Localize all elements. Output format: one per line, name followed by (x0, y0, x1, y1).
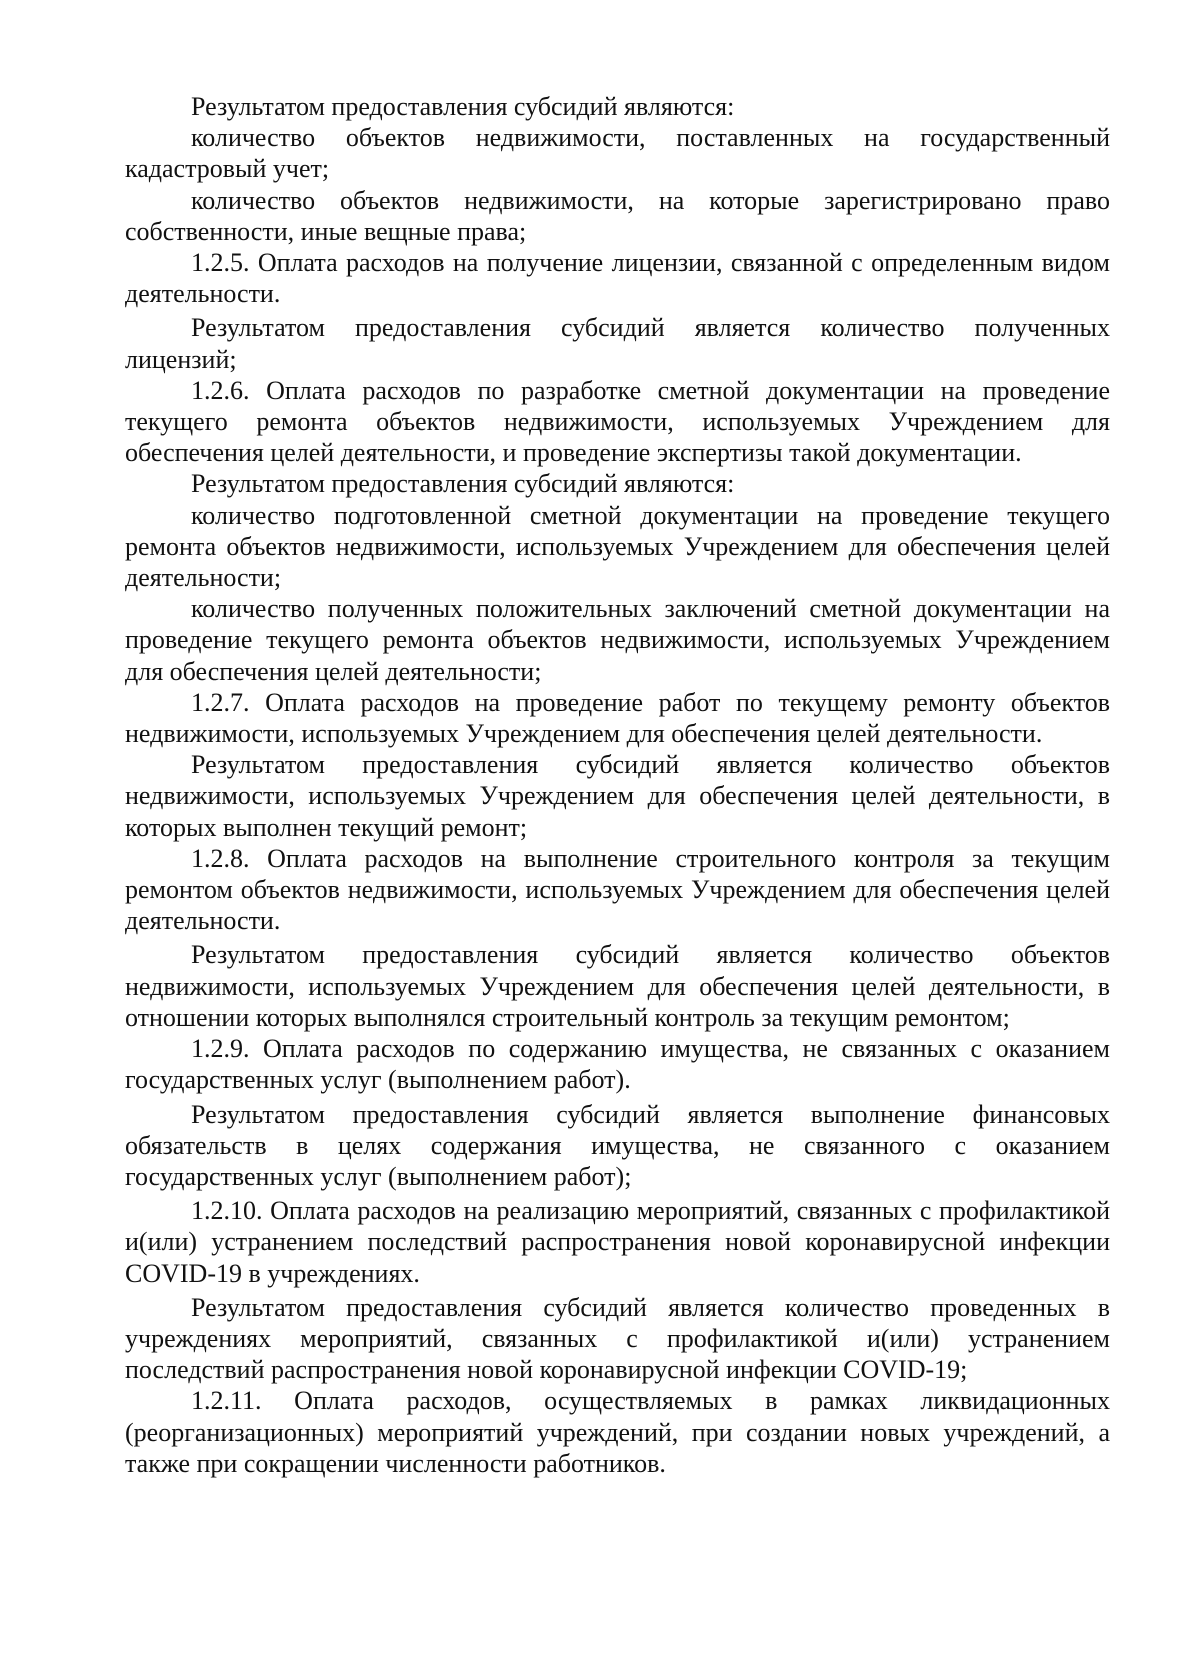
paragraph: 1.2.10. Оплата расходов на реализацию мероприятий, связанных с профилактикой и(или) устранением последствий распространения новой коронавирусной инфекции COVID-19 в учреждениях. (125, 1196, 1110, 1288)
paragraph: количество объектов недвижимости, поставленных на государственный кадастровый учет; (125, 123, 1110, 184)
paragraph: Результатом предоставления субсидий является количество полученных лицензий; (125, 313, 1110, 374)
paragraph: Результатом предоставления субсидий является количество проведенных в учреждениях мероприятий, связанных с профилактикой и(или) устранением последствий распространения новой коронавирусной инфекции COVID-19; (125, 1292, 1110, 1385)
document-body (125, 91, 1110, 1479)
paragraph: Результатом предоставления субсидий являются: (191, 469, 735, 499)
paragraph: 1.2.11. Оплата расходов, осуществляемых в рамках ликвидационных (реорганизационных) мероприятий учреждений, при создании новых учреждений, а также при сокращении численности работников. (125, 1386, 1110, 1478)
paragraph: количество полученных положительных заключений сметной документации на проведение текущего ремонта объектов недвижимости, используемых Учреждением для обеспечения целей деятельности; (125, 594, 1110, 686)
paragraph: 1.2.8. Оплата расходов на выполнение строительного контроля за текущим ремонтом объектов недвижимости, используемых Учреждением для обеспечения целей деятельности. (125, 843, 1110, 936)
paragraph: 1.2.9. Оплата расходов по содержанию имущества, не связанных с оказанием государственных услуг (выполнением работ). (125, 1034, 1110, 1095)
paragraph: Результатом предоставления субсидий является количество объектов недвижимости, используемых Учреждением для обеспечения целей деятельности, в отношении которых выполнялся строительный контроль за текущим ремонтом; (125, 940, 1110, 1032)
paragraph: Результатом предоставления субсидий является количество объектов недвижимости, используемых Учреждением для обеспечения целей деятельности, в которых выполнен текущий ремонт; (125, 750, 1110, 842)
paragraph: 1.2.5. Оплата расходов на получение лицензии, связанной с определенным видом деятельности. (125, 248, 1110, 309)
paragraph: Результатом предоставления субсидий являются: (191, 92, 735, 121)
paragraph: количество объектов недвижимости, на которые зарегистрировано право собственности, иные вещные права; (125, 185, 1110, 246)
paragraph: 1.2.7. Оплата расходов на проведение работ по текущему ремонту объектов недвижимости, используемых Учреждением для обеспечения целей деятельности. (125, 687, 1110, 749)
paragraph: 1.2.6. Оплата расходов по разработке сметной документации на проведение текущего ремонта объектов недвижимости, используемых Учреждением для обеспечения целей деятельности, и проведение экспертизы такой документации. (125, 375, 1110, 468)
paragraph: количество подготовленной сметной документации на проведение текущего ремонта объектов недвижимости, используемых Учреждением для обеспечения целей деятельности; (125, 500, 1110, 593)
paragraph: Результатом предоставления субсидий является выполнение финансовых обязательств в целях содержания имущества, не связанного с оказанием государственных услуг (выполнением работ); (125, 1099, 1110, 1191)
